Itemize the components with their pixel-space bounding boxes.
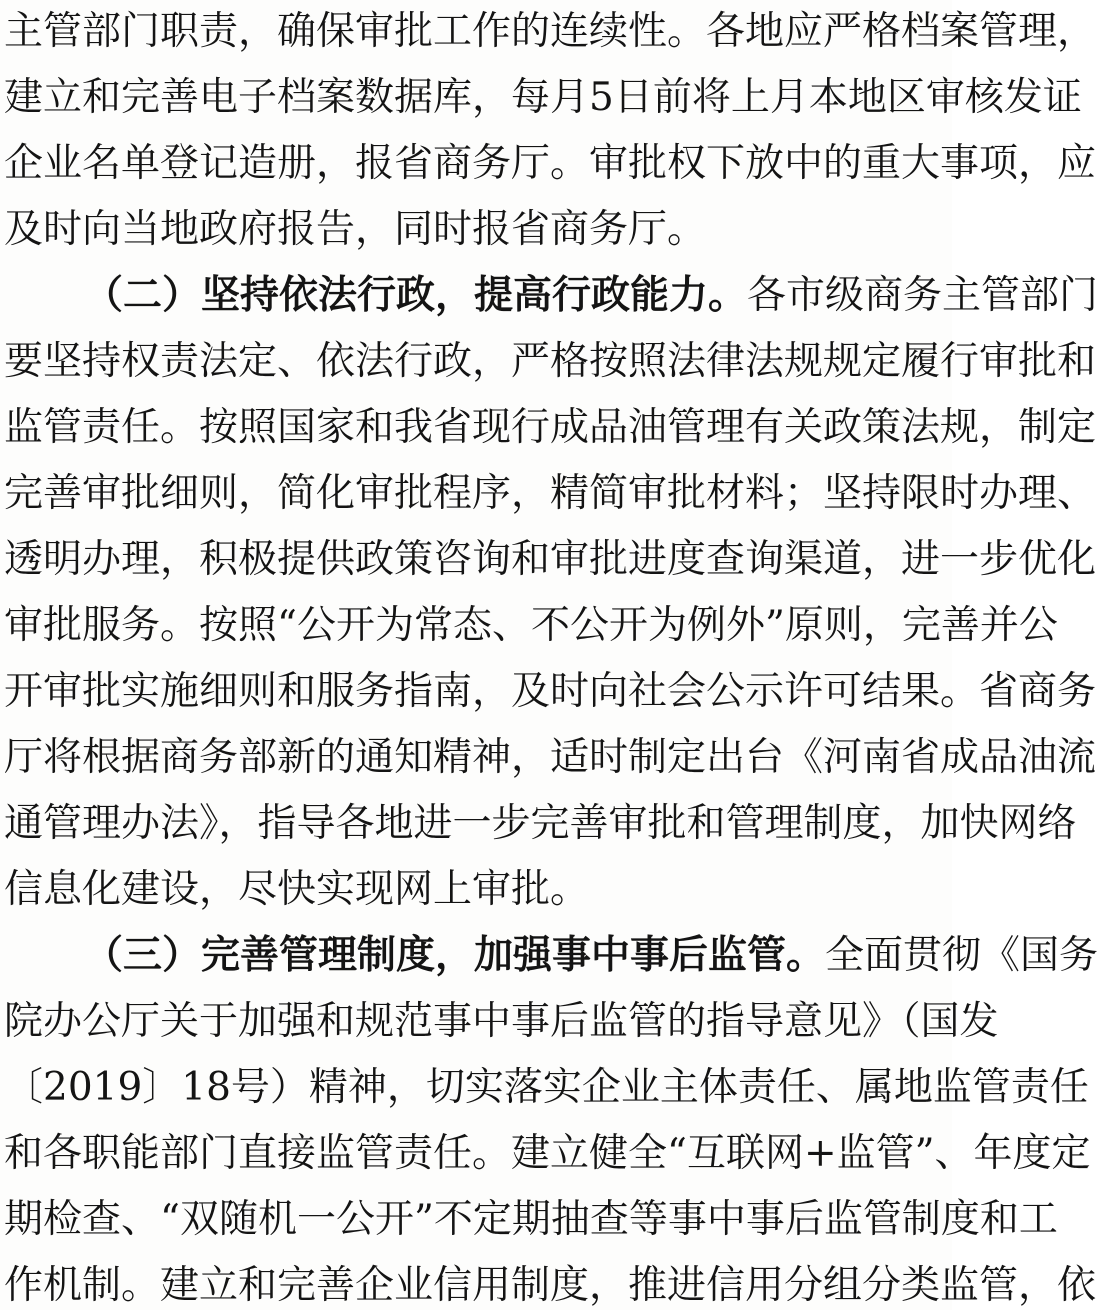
- text-line: 期检查、“双随机一公开”不定期抽查等事中事后监管制度和工: [4, 1197, 1058, 1242]
- text-line: 监管责任。按照国家和我省现行成品油管理有关政策法规，制定: [4, 405, 1097, 450]
- text-line: 厅将根据商务部新的通知精神，适时制定出台《河南省成品油流: [4, 735, 1097, 780]
- paragraph-3-heading: （三）完善管理制度，加强事中事后监管。: [84, 933, 826, 978]
- text-line: 企业名单登记造册，报省商务厅。审批权下放中的重大事项，应: [4, 141, 1097, 186]
- text-line: 及时向当地政府报告，同时报省商务厅。: [4, 207, 707, 252]
- paragraph-2-heading: （二）坚持依法行政，提高行政能力。: [84, 273, 748, 318]
- text-line: 建立和完善电子档案数据库，每月5日前将上月本地区审核发证: [4, 75, 1082, 120]
- text-line: 开审批实施细则和服务指南，及时向社会公示许可结果。省商务: [4, 669, 1097, 714]
- text-line: 信息化建设，尽快实现网上审批。: [4, 867, 590, 912]
- paragraph-3-first-line: [84, 926, 1098, 986]
- text-line: 和各职能部门直接监管责任。建立健全“互联网+监管”、年度定: [4, 1131, 1091, 1176]
- text-line: 作机制。建立和完善企业信用制度，推进信用分组分类监管，依: [4, 1263, 1097, 1308]
- text-line: 完善审批细则，简化审批程序，精简审批材料；坚持限时办理、: [4, 471, 1097, 516]
- text-line: 审批服务。按照“公开为常态、不公开为例外”原则，完善并公: [4, 603, 1058, 648]
- text-line: 通管理办法》，指导各地进一步完善审批和管理制度，加快网络: [4, 801, 1077, 846]
- text-line: 透明办理，积极提供政策咨询和审批进度查询渠道，进一步优化: [4, 537, 1097, 582]
- text-line: 要坚持权责法定、依法行政，严格按照法律法规规定履行审批和: [4, 339, 1097, 384]
- paragraph-3-lead-text: 全面贯彻《国务: [825, 933, 1098, 978]
- text-line: 主管部门职责，确保审批工作的连续性。各地应严格档案管理，: [4, 9, 1097, 54]
- paragraph-2-first-line: [84, 266, 1098, 326]
- paragraph-2-lead-text: 各市级商务主管部门: [747, 273, 1098, 318]
- text-line: 〔2019〕18号）精神，切实落实企业主体责任、属地监管责任: [4, 1065, 1089, 1110]
- text-line: 院办公厅关于加强和规范事中事后监管的指导意见》（国发: [4, 999, 999, 1044]
